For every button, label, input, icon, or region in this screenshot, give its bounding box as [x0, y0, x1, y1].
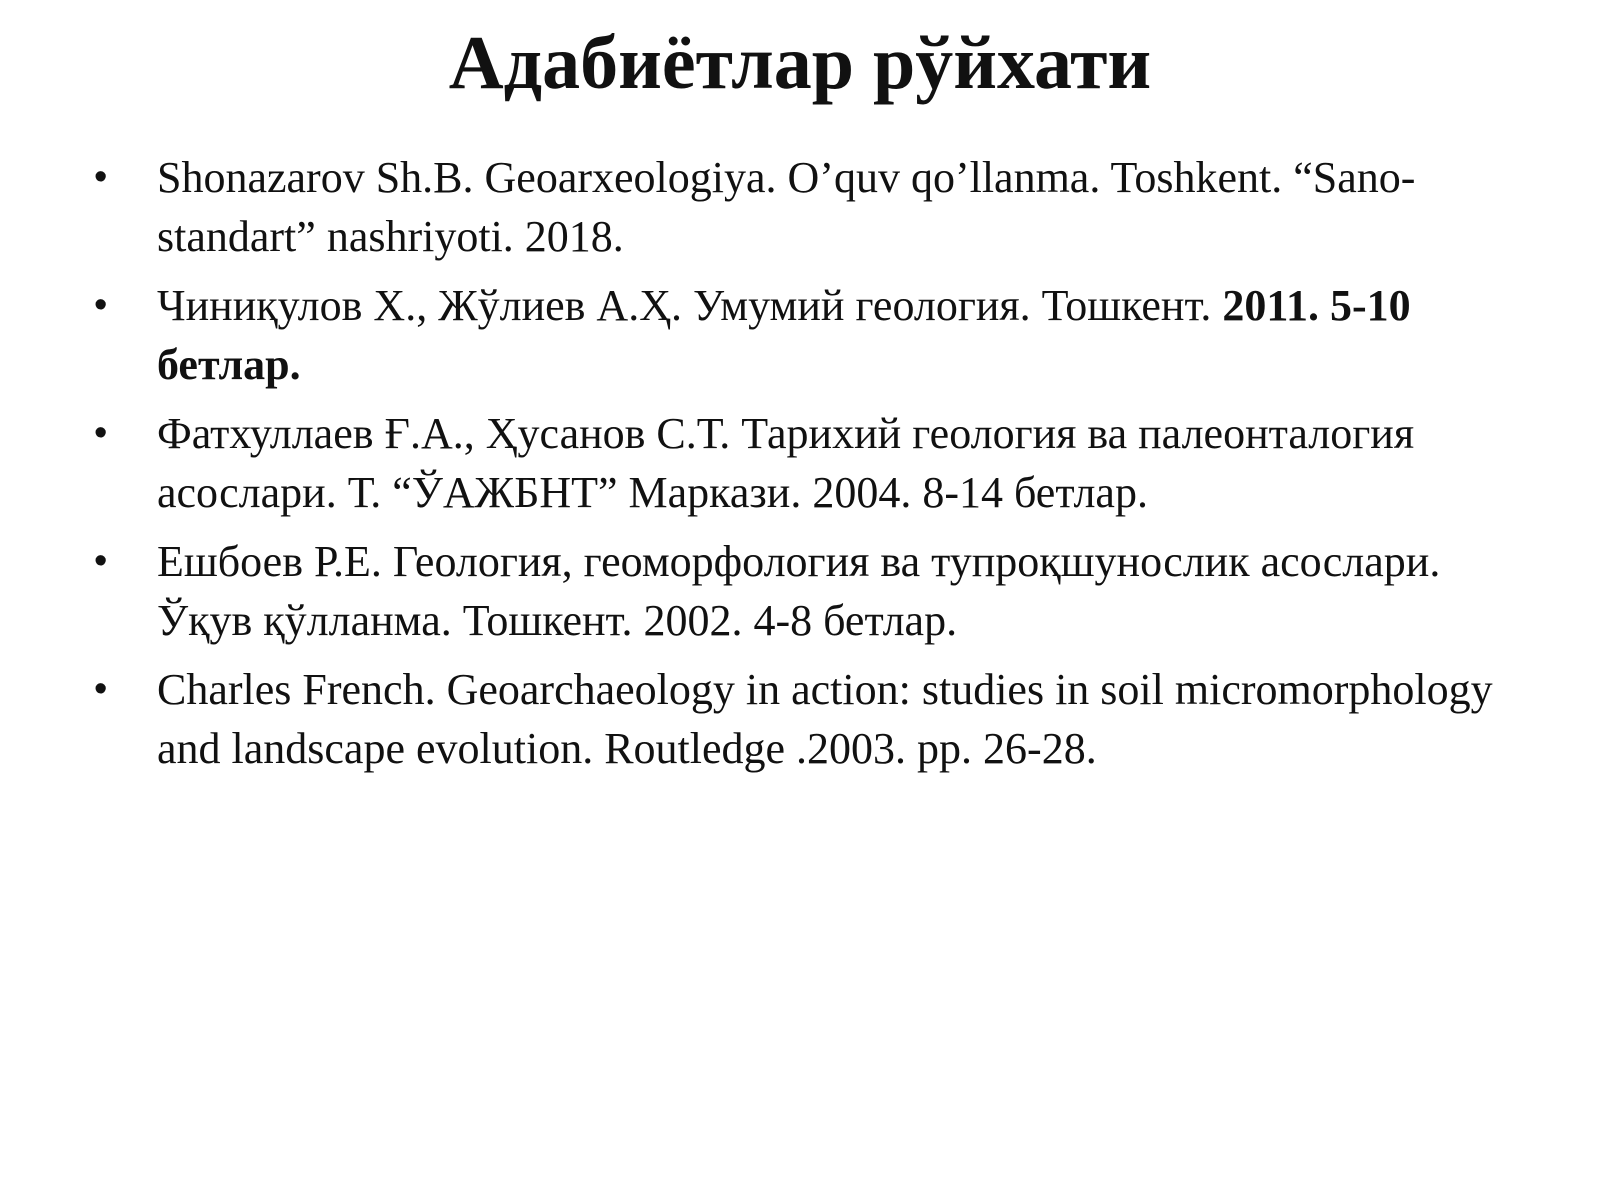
reference-text: Ешбоев Р.Е. Геология, геоморфология ва тупроқшунослик асослари. Ўқув қўлланма. Тошкент. 2002. 4-8 бетлар.	[157, 537, 1441, 645]
reference-text: Чиниқулов Х., Жўлиев А.Ҳ. Умумий геология. Тошкент.	[157, 281, 1223, 330]
reference-item-4	[0, 532, 1600, 650]
reference-item-2	[0, 276, 1600, 394]
reference-text: Фатхуллаев Ғ.А., Ҳусанов С.Т. Тарихий геология ва палеонталогия асослари. Т. “ЎАЖБНТ” Маркази. 2004. 8-14 бетлар.	[157, 409, 1415, 517]
bullet-icon: •	[94, 156, 108, 198]
reference-item-5	[0, 660, 1600, 778]
reference-item-1	[0, 148, 1600, 266]
reference-item-3	[0, 404, 1600, 522]
reference-pages-bold: 2011. 5-10 бетлар.	[157, 281, 1411, 389]
reference-text: Charles French. Geoarchaeology in action: studies in soil micromorphology and landscape evolution. Routledge .2003. pp. 26-28.	[157, 665, 1493, 773]
reference-text: Shonazarov Sh.B. Geoarxeologiya. O’quv qo’llanma. Toshkent. “Sano-standart” nashriyoti. 2018.	[157, 153, 1416, 261]
bullet-icon: •	[94, 540, 108, 582]
bullet-icon: •	[94, 412, 108, 454]
slide-title: Адабиётлар рўйхати	[448, 21, 1152, 105]
bullet-icon: •	[94, 668, 108, 710]
reference-list	[0, 148, 1600, 788]
bullet-icon: •	[94, 284, 108, 326]
